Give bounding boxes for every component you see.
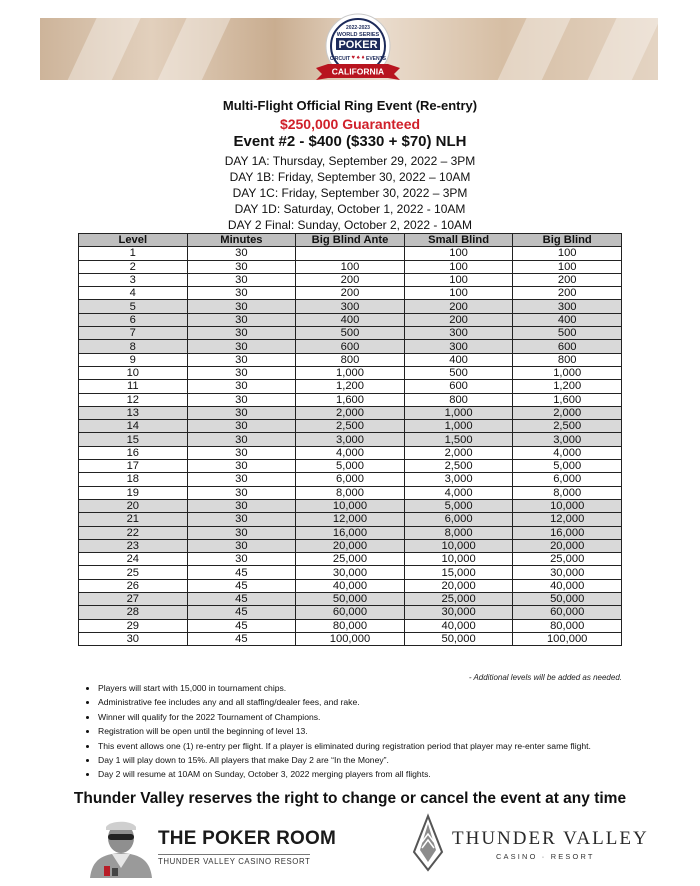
big-blind-cell: 8,000 [513, 486, 622, 499]
event-name: Event #2 - $400 ($330 + $70) NLH [233, 133, 467, 150]
small-blind-cell: 5,000 [404, 499, 513, 512]
table-row [79, 499, 622, 512]
table-row [79, 260, 622, 273]
level-cell: 7 [79, 327, 188, 340]
table-row [79, 340, 622, 353]
level-cell: 18 [79, 473, 188, 486]
level-cell: 29 [79, 619, 188, 632]
big-blind-ante-cell: 25,000 [296, 553, 405, 566]
big-blind-cell: 6,000 [513, 473, 622, 486]
small-blind-cell: 25,000 [404, 593, 513, 606]
level-cell: 25 [79, 566, 188, 579]
logo-arc-left: CIRCUIT [329, 56, 351, 62]
level-cell: 26 [79, 579, 188, 592]
wsop-circuit-logo [310, 12, 406, 88]
big-blind-ante-cell: 200 [296, 287, 405, 300]
logo-year: 2022-2023 [346, 25, 370, 31]
minutes-cell: 45 [187, 566, 296, 579]
table-row [79, 273, 622, 286]
big-blind-cell: 1,600 [513, 393, 622, 406]
big-blind-cell: 30,000 [513, 566, 622, 579]
minutes-cell: 30 [187, 553, 296, 566]
schedule-days [0, 153, 700, 233]
small-blind-cell: 2,500 [404, 460, 513, 473]
rules-list [76, 681, 698, 782]
big-blind-ante-cell: 4,000 [296, 446, 405, 459]
big-blind-cell: 40,000 [513, 579, 622, 592]
big-blind-ante-cell: 6,000 [296, 473, 405, 486]
big-blind-ante-cell: 3,000 [296, 433, 405, 446]
small-blind-cell: 10,000 [404, 539, 513, 552]
small-blind-cell: 300 [404, 327, 513, 340]
big-blind-cell: 10,000 [513, 499, 622, 512]
rule-item: • This event allows one (1) re-entry per flight. If a player is eliminated during registration period that player may re-enter same flight. [98, 739, 698, 753]
small-blind-cell: 100 [404, 287, 513, 300]
big-blind-ante-cell: 10,000 [296, 499, 405, 512]
level-cell: 19 [79, 486, 188, 499]
level-cell: 2 [79, 260, 188, 273]
small-blind-cell: 500 [404, 366, 513, 379]
level-cell: 12 [79, 393, 188, 406]
minutes-cell: 30 [187, 340, 296, 353]
small-blind-cell: 300 [404, 340, 513, 353]
minutes-cell: 30 [187, 393, 296, 406]
big-blind-cell: 5,000 [513, 460, 622, 473]
table-row [79, 420, 622, 433]
additional-levels-note: - Additional levels will be added as needed. [468, 673, 622, 682]
level-cell: 21 [79, 513, 188, 526]
col-minutes: Minutes [187, 234, 296, 247]
col-big-blind: Big Blind [513, 234, 622, 247]
table-body [79, 247, 622, 646]
big-blind-ante-cell: 2,000 [296, 406, 405, 419]
big-blind-ante-cell: 30,000 [296, 566, 405, 579]
minutes-cell: 30 [187, 260, 296, 273]
big-blind-cell: 400 [513, 313, 622, 326]
table-row [79, 566, 622, 579]
minutes-cell: 30 [187, 473, 296, 486]
small-blind-cell: 100 [404, 260, 513, 273]
big-blind-ante-cell: 300 [296, 300, 405, 313]
big-blind-ante-cell: 12,000 [296, 513, 405, 526]
small-blind-cell: 100 [404, 247, 513, 260]
big-blind-ante-cell: 8,000 [296, 486, 405, 499]
big-blind-ante-cell: 50,000 [296, 593, 405, 606]
big-blind-cell: 2,000 [513, 406, 622, 419]
big-blind-ante-cell: 100 [296, 260, 405, 273]
big-blind-ante-cell: 1,600 [296, 393, 405, 406]
small-blind-cell: 200 [404, 300, 513, 313]
big-blind-ante-cell: 800 [296, 353, 405, 366]
small-blind-cell: 50,000 [404, 632, 513, 645]
level-cell: 28 [79, 606, 188, 619]
table-row [79, 446, 622, 459]
level-cell: 14 [79, 420, 188, 433]
big-blind-ante-cell: 60,000 [296, 606, 405, 619]
event-title: Multi-Flight Official Ring Event (Re-entry) [222, 98, 478, 113]
minutes-cell: 30 [187, 313, 296, 326]
big-blind-cell: 800 [513, 353, 622, 366]
level-cell: 3 [79, 273, 188, 286]
small-blind-cell: 10,000 [404, 553, 513, 566]
level-cell: 5 [79, 300, 188, 313]
svg-text:♥ ♠ ♦: ♥ ♠ ♦ [351, 55, 365, 61]
big-blind-ante-cell: 1,000 [296, 366, 405, 379]
big-blind-ante-cell: 400 [296, 313, 405, 326]
table-row [79, 539, 622, 552]
minutes-cell: 30 [187, 406, 296, 419]
table-row [79, 553, 622, 566]
level-cell: 16 [79, 446, 188, 459]
level-cell: 9 [79, 353, 188, 366]
day-line: DAY 1B: Friday, September 30, 2022 – 10AM [229, 170, 471, 184]
col-small-blind: Small Blind [404, 234, 513, 247]
big-blind-ante-cell: 2,500 [296, 420, 405, 433]
minutes-cell: 45 [187, 619, 296, 632]
rule-item: • Day 2 will resume at 10AM on Sunday, October 3, 2022 merging players from all flights. [98, 767, 698, 781]
table-row [79, 366, 622, 379]
level-cell: 17 [79, 460, 188, 473]
big-blind-ante-cell: 80,000 [296, 619, 405, 632]
minutes-cell: 45 [187, 593, 296, 606]
big-blind-cell: 500 [513, 327, 622, 340]
guarantee-text: $250,000 Guaranteed [279, 116, 421, 132]
big-blind-cell: 300 [513, 300, 622, 313]
table-row [79, 313, 622, 326]
big-blind-ante-cell: 200 [296, 273, 405, 286]
small-blind-cell: 20,000 [404, 579, 513, 592]
big-blind-cell: 1,000 [513, 366, 622, 379]
table-row [79, 433, 622, 446]
small-blind-cell: 15,000 [404, 566, 513, 579]
minutes-cell: 45 [187, 632, 296, 645]
small-blind-cell: 800 [404, 393, 513, 406]
table-row [79, 513, 622, 526]
big-blind-ante-cell: 5,000 [296, 460, 405, 473]
minutes-cell: 30 [187, 486, 296, 499]
table-row [79, 606, 622, 619]
col-level: Level [79, 234, 188, 247]
minutes-cell: 30 [187, 366, 296, 379]
big-blind-ante-cell: 1,200 [296, 380, 405, 393]
minutes-cell: 30 [187, 380, 296, 393]
table-row [79, 287, 622, 300]
table-row [79, 353, 622, 366]
big-blind-ante-cell: 40,000 [296, 579, 405, 592]
big-blind-cell: 4,000 [513, 446, 622, 459]
level-cell: 10 [79, 366, 188, 379]
blind-structure-table [78, 233, 622, 646]
col-big-blind-ante: Big Blind Ante [296, 234, 405, 247]
minutes-cell: 30 [187, 273, 296, 286]
logo-arc-right: EVENTS [365, 56, 387, 62]
level-cell: 8 [79, 340, 188, 353]
big-blind-cell: 16,000 [513, 526, 622, 539]
small-blind-cell: 6,000 [404, 513, 513, 526]
table-header-row [79, 234, 622, 247]
minutes-cell: 30 [187, 327, 296, 340]
table-row [79, 300, 622, 313]
big-blind-cell: 60,000 [513, 606, 622, 619]
big-blind-cell: 3,000 [513, 433, 622, 446]
small-blind-cell: 600 [404, 380, 513, 393]
big-blind-cell: 600 [513, 340, 622, 353]
table-row [79, 619, 622, 632]
poker-room-subtitle: THUNDER VALLEY CASINO RESORT [158, 854, 310, 866]
big-blind-ante-cell: 500 [296, 327, 405, 340]
big-blind-cell: 100 [513, 260, 622, 273]
minutes-cell: 30 [187, 300, 296, 313]
big-blind-cell: 80,000 [513, 619, 622, 632]
logo-series: WORLD SERIES [336, 32, 380, 38]
logo-main: POKER [338, 39, 378, 51]
table-row [79, 593, 622, 606]
small-blind-cell: 1,000 [404, 420, 513, 433]
level-cell: 6 [79, 313, 188, 326]
level-cell: 23 [79, 539, 188, 552]
minutes-cell: 30 [187, 446, 296, 459]
day-line: DAY 1D: Saturday, October 1, 2022 - 10AM [234, 202, 466, 216]
small-blind-cell: 1,000 [404, 406, 513, 419]
big-blind-cell: 12,000 [513, 513, 622, 526]
thunder-valley-subtitle: CASINO · RESORT [496, 852, 595, 861]
big-blind-cell: 100 [513, 247, 622, 260]
small-blind-cell: 400 [404, 353, 513, 366]
small-blind-cell: 2,000 [404, 446, 513, 459]
big-blind-ante-cell [296, 247, 405, 260]
small-blind-cell: 4,000 [404, 486, 513, 499]
level-cell: 24 [79, 553, 188, 566]
thunder-valley-emblem-icon [408, 812, 448, 874]
minutes-cell: 45 [187, 606, 296, 619]
small-blind-cell: 40,000 [404, 619, 513, 632]
thunder-valley-title: THUNDER VALLEY [452, 828, 649, 849]
table-row [79, 460, 622, 473]
level-cell: 20 [79, 499, 188, 512]
small-blind-cell: 1,500 [404, 433, 513, 446]
poker-room-logo [86, 816, 346, 878]
level-cell: 15 [79, 433, 188, 446]
day-line: DAY 2 Final: Sunday, October 2, 2022 - 10AM [227, 218, 473, 232]
table-row [79, 526, 622, 539]
table-row [79, 632, 622, 645]
small-blind-cell: 200 [404, 313, 513, 326]
table-row [79, 327, 622, 340]
table-row [79, 393, 622, 406]
big-blind-ante-cell: 100,000 [296, 632, 405, 645]
big-blind-ante-cell: 600 [296, 340, 405, 353]
dealer-figure-icon [86, 816, 156, 878]
minutes-cell: 30 [187, 539, 296, 552]
disclaimer: Thunder Valley reserves the right to change or cancel the event at any time [73, 790, 627, 807]
rule-item: • Administrative fee includes any and all staffing/dealer fees, and rake. [98, 695, 698, 709]
logo-ribbon: CALIFORNIA [331, 66, 385, 77]
big-blind-ante-cell: 20,000 [296, 539, 405, 552]
level-cell: 1 [79, 247, 188, 260]
level-cell: 11 [79, 380, 188, 393]
level-cell: 27 [79, 593, 188, 606]
big-blind-cell: 20,000 [513, 539, 622, 552]
minutes-cell: 30 [187, 433, 296, 446]
small-blind-cell: 100 [404, 273, 513, 286]
big-blind-cell: 1,200 [513, 380, 622, 393]
day-line: DAY 1C: Friday, September 30, 2022 – 3PM [232, 186, 468, 200]
minutes-cell: 30 [187, 499, 296, 512]
table-row [79, 247, 622, 260]
minutes-cell: 30 [187, 287, 296, 300]
big-blind-cell: 2,500 [513, 420, 622, 433]
big-blind-cell: 25,000 [513, 553, 622, 566]
table-row [79, 579, 622, 592]
small-blind-cell: 3,000 [404, 473, 513, 486]
minutes-cell: 45 [187, 579, 296, 592]
big-blind-cell: 200 [513, 287, 622, 300]
rule-item: • Players will start with 15,000 in tournament chips. [98, 681, 698, 695]
rule-item: • Day 1 will play down to 15%. All players that make Day 2 are “In the Money”. [98, 753, 698, 767]
level-cell: 30 [79, 632, 188, 645]
level-cell: 4 [79, 287, 188, 300]
big-blind-cell: 200 [513, 273, 622, 286]
table-row [79, 486, 622, 499]
level-cell: 22 [79, 526, 188, 539]
small-blind-cell: 8,000 [404, 526, 513, 539]
minutes-cell: 30 [187, 420, 296, 433]
minutes-cell: 30 [187, 460, 296, 473]
minutes-cell: 30 [187, 353, 296, 366]
level-cell: 13 [79, 406, 188, 419]
minutes-cell: 30 [187, 247, 296, 260]
table-row [79, 380, 622, 393]
table-row [79, 406, 622, 419]
rule-item: • Winner will qualify for the 2022 Tournament of Champions. [98, 710, 698, 724]
big-blind-cell: 100,000 [513, 632, 622, 645]
big-blind-cell: 50,000 [513, 593, 622, 606]
table-row [79, 473, 622, 486]
poker-room-title: THE POKER ROOM [158, 828, 337, 849]
big-blind-ante-cell: 16,000 [296, 526, 405, 539]
day-line: DAY 1A: Thursday, September 29, 2022 – 3PM [224, 154, 476, 168]
rule-item: • Registration will be open until the beginning of level 13. [98, 724, 698, 738]
minutes-cell: 30 [187, 526, 296, 539]
minutes-cell: 30 [187, 513, 296, 526]
small-blind-cell: 30,000 [404, 606, 513, 619]
thunder-valley-logo [408, 812, 649, 878]
